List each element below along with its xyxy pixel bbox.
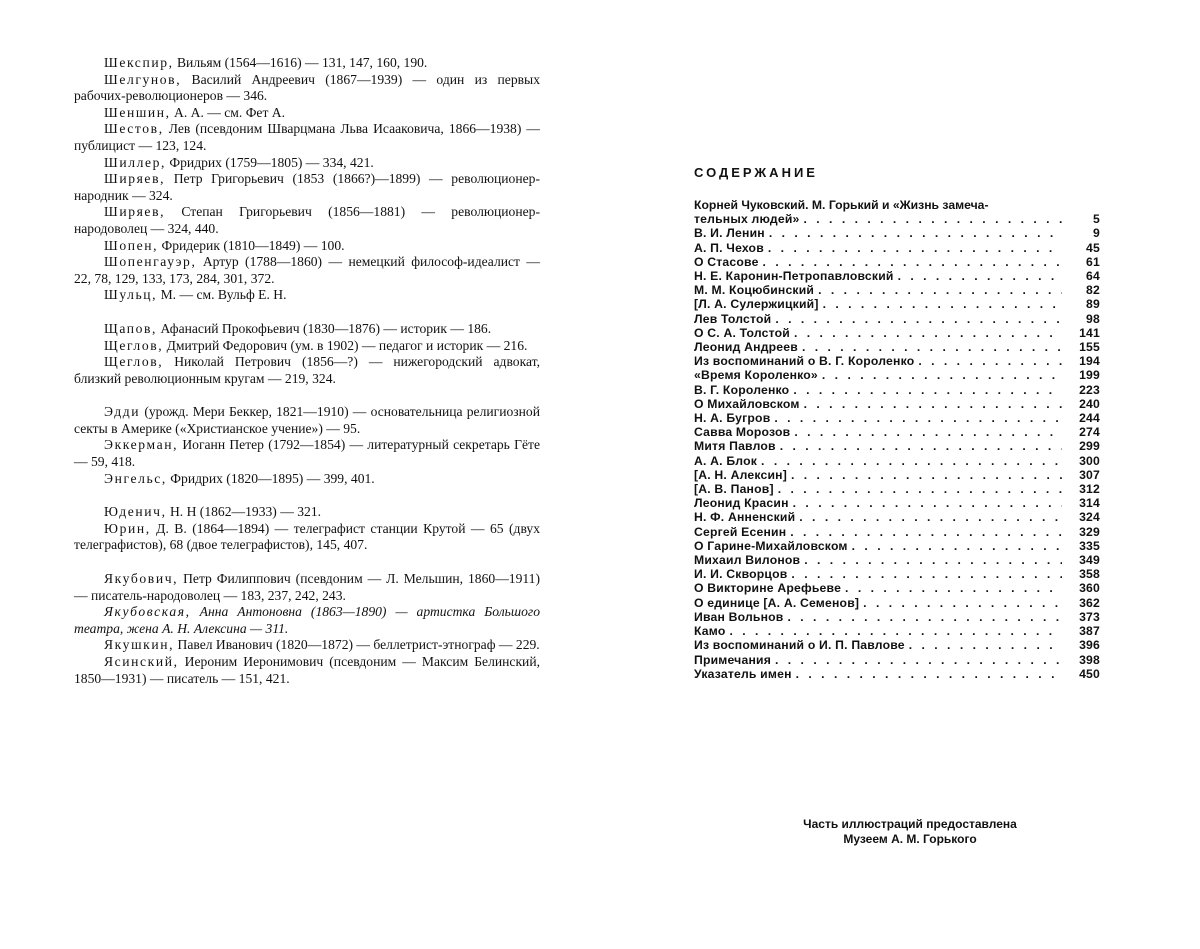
toc-leader-dots (918, 354, 1062, 368)
index-entry (74, 338, 540, 355)
toc-item-page: 450 (1079, 666, 1100, 681)
index-entry-text: Артур (1788—1860) — немецкий философ-идеалист — 22, 78, 129, 133, 173, 284, 301, 372. (74, 254, 540, 286)
toc-item-page: 98 (1086, 311, 1100, 326)
toc-item-page: 274 (1079, 425, 1100, 440)
toc-item[interactable] (694, 454, 1100, 468)
index-entry-name: Ясинский, (104, 654, 179, 669)
toc-item-page: 194 (1079, 354, 1100, 369)
toc-item-page: 307 (1079, 467, 1100, 482)
index-entry-text: Лев (псевдоним Шварцмана Льва Исааковича, 1866—1938) — публицист — 123, 124. (74, 121, 540, 153)
toc-item-title: О Михайловском (694, 396, 800, 411)
toc-leader-dots (863, 596, 1062, 610)
toc-item-title: тельных людей» (694, 212, 800, 227)
toc-leader-dots (802, 340, 1062, 354)
toc-leader-dots (804, 553, 1062, 567)
toc-item-page: 360 (1079, 581, 1100, 596)
toc-item[interactable] (694, 241, 1100, 255)
toc-item-page: 335 (1079, 538, 1100, 553)
toc-item-title: Примечания (694, 652, 772, 667)
index-entry-text: Петр Филиппович (псевдоним — Л. Мельшин, 1860—1911) — писатель-народоволец — 183, 237, 242, 243. (74, 571, 540, 603)
index-entry-text: Петр Григорьевич (1853 (1866?)—1899) — революционер-народник — 324. (74, 171, 540, 203)
toc-item[interactable] (694, 596, 1100, 610)
index-entry-text: Степан Григорьевич (1856—1881) — революционер-народоволец — 324, 440. (74, 204, 540, 236)
toc-item[interactable] (694, 326, 1100, 340)
toc-leader-dots (794, 326, 1062, 340)
index-entry-text: Дмитрий Федорович (ум. в 1902) — педагог и историк — 216. (163, 337, 528, 353)
toc-leader-dots (909, 638, 1062, 652)
index-entry (74, 321, 540, 338)
toc-item-page: 5 (1093, 212, 1100, 227)
toc-item[interactable] (694, 383, 1100, 397)
index-entry-name: Якубович, (104, 571, 179, 587)
toc-item-page: 314 (1079, 496, 1100, 511)
index-entry (74, 155, 540, 172)
index-entry-text: Николай Петрович (1856—?) — нижегородский адвокат, близкий революционным кругам — 219, 324. (74, 354, 540, 386)
toc-item-title: [А. Н. Алексин] (694, 467, 787, 482)
index-entry-text: Афанасий Прокофьевич (1830—1876) — историк — 186. (157, 320, 492, 336)
index-entry-text: Фридрих (1820—1895) — 399, 401. (166, 470, 375, 486)
toc-item-page: 199 (1079, 368, 1100, 383)
toc-leader-dots (791, 567, 1062, 581)
toc-item-title: «Время Короленко» (694, 368, 818, 383)
toc-item[interactable] (694, 610, 1100, 624)
toc-leader-dots (780, 439, 1062, 453)
index-entry-name: Шульц, (104, 287, 158, 303)
toc-leader-dots (790, 525, 1062, 539)
toc-item-page: 223 (1079, 382, 1100, 397)
index-entry-text: (урожд. Мери Беккер, 1821—1910) — основательница религиозной секты в Америке («Христианское учение») — 95. (74, 404, 540, 436)
table-of-contents (694, 165, 1100, 681)
toc-item-page: 240 (1079, 396, 1100, 411)
toc-item-title: Савва Морозов (694, 425, 791, 440)
index-entry (74, 504, 540, 521)
toc-item-title: [А. В. Панов] (694, 482, 774, 497)
index-entry-name: Шопен, (104, 237, 159, 253)
toc-list (694, 212, 1100, 681)
index-entry-name: Якушкин, (104, 637, 175, 653)
toc-leader-dots (804, 397, 1062, 411)
toc-item-page: 387 (1079, 624, 1100, 639)
toc-item[interactable] (694, 510, 1100, 524)
toc-item[interactable] (694, 525, 1100, 539)
toc-item-title: Из воспоминаний о И. П. Павлове (694, 638, 905, 653)
toc-item[interactable] (694, 624, 1100, 638)
toc-item[interactable] (694, 397, 1100, 411)
toc-item-page: 89 (1086, 297, 1100, 312)
index-entry (74, 354, 540, 387)
toc-item[interactable] (694, 255, 1100, 269)
index-entry-name: Эккерман, (104, 437, 179, 453)
index-entry-text: Василий Андреевич (1867—1939) — один из первых рабочих-революционеров — 346. (74, 71, 540, 104)
index-entry-name: Ширяев, (104, 204, 166, 220)
toc-leader-dots (898, 269, 1062, 283)
toc-item[interactable] (694, 482, 1100, 496)
index-entry-name: Щеглов, (104, 337, 164, 353)
toc-item-title: О Стасове (694, 254, 759, 269)
toc-item[interactable] (694, 581, 1100, 595)
index-entry-text: Фридрих (1759—1805) — 334, 421. (165, 154, 374, 170)
toc-item-title: М. М. Коцюбинский (694, 283, 815, 298)
index-entry-text: Иероним Иеронимович (псевдоним — Максим Белинский, 1850—1931) — писатель — 151, 421. (74, 654, 540, 686)
name-index-page (74, 55, 540, 704)
index-entry (74, 55, 540, 72)
index-entry-name: Шестов, (104, 121, 164, 137)
toc-item-title: В. И. Ленин (694, 226, 765, 241)
toc-item-page: 362 (1079, 595, 1100, 610)
toc-leader-dots (729, 624, 1062, 638)
toc-leader-dots (793, 496, 1062, 510)
toc-item-title: Камо (694, 624, 726, 639)
index-group (74, 321, 540, 387)
index-entry (74, 637, 540, 654)
toc-leader-dots (768, 241, 1062, 255)
toc-item-title: О Викторине Арефьеве (694, 581, 842, 596)
toc-leader-dots (796, 667, 1062, 681)
toc-leader-dots (818, 283, 1062, 297)
toc-item[interactable] (694, 539, 1100, 553)
toc-item-title: В. Г. Короленко (694, 382, 790, 397)
index-entry (74, 105, 540, 122)
toc-item-title: Н. А. Бугров (694, 411, 771, 426)
toc-leader-dots (794, 425, 1062, 439)
toc-leader-dots (823, 297, 1062, 311)
toc-item-title: О Гарине-Михайловском (694, 538, 848, 553)
index-entry-name: Юрин, (104, 520, 151, 536)
toc-leader-dots (852, 539, 1062, 553)
toc-item[interactable] (694, 340, 1100, 354)
toc-leader-dots (799, 510, 1062, 524)
credit-line-2: Музеем А. М. Горького (843, 831, 977, 846)
toc-item[interactable] (694, 354, 1100, 368)
toc-item[interactable] (694, 468, 1100, 482)
index-entry (74, 404, 540, 437)
toc-item-title: Митя Павлов (694, 439, 776, 454)
toc-item-page: 299 (1079, 439, 1100, 454)
toc-item[interactable] (694, 439, 1100, 453)
toc-item[interactable] (694, 312, 1100, 326)
toc-item-title: И. И. Скворцов (694, 567, 788, 582)
index-entry-text: Д. В. (1864—1894) — телеграфист станции Крутой — 65 (двух телеграфистов), 68 (двое телеграфистов), 145, 407. (74, 520, 540, 553)
toc-item-title: Михаил Вилонов (694, 553, 801, 568)
index-entry-name: Энгельс, (104, 470, 167, 486)
toc-leader-dots (774, 411, 1062, 425)
index-entry-name: Щеглов, (104, 354, 164, 370)
toc-item-title: О С. А. Толстой (694, 325, 790, 340)
toc-item-title: Из воспоминаний о В. Г. Короленко (694, 354, 915, 369)
index-entry-text: Фридерик (1810—1849) — 100. (158, 237, 345, 253)
toc-item-page: 45 (1086, 240, 1100, 255)
index-entry-name: Якубовская, (104, 604, 191, 620)
toc-item[interactable] (694, 212, 1100, 226)
toc-item[interactable] (694, 283, 1100, 297)
toc-leader-dots (845, 581, 1062, 595)
index-entry (74, 254, 540, 287)
toc-item-title: Указатель имен (694, 666, 792, 681)
index-entry-text: М. — см. Вульф Е. Н. (157, 287, 287, 303)
index-entry-text: Вильям (1564—1616) — 131, 147, 160, 190. (173, 55, 428, 70)
index-entry (74, 287, 540, 304)
toc-leader-dots (761, 454, 1062, 468)
toc-item-title: Иван Вольнов (694, 609, 784, 624)
index-entry-name: Эдди (104, 404, 141, 420)
index-entry-text: Иоганн Петер (1792—1854) — литературный секретарь Гёте — 59, 418. (74, 437, 540, 470)
toc-leader-dots (775, 653, 1062, 667)
index-entry (74, 571, 540, 604)
index-entry-text: Павел Иванович (1820—1872) — беллетрист-этнограф — 229. (174, 637, 540, 653)
index-entry (74, 238, 540, 255)
toc-item-page: 64 (1086, 269, 1100, 284)
toc-item-page: 396 (1079, 638, 1100, 653)
index-entry (74, 521, 540, 554)
toc-leader-dots (763, 255, 1062, 269)
index-entry-name: Юденич, (104, 504, 167, 520)
toc-first-line: Корней Чуковский. М. Горький и «Жизнь замеча- (694, 198, 989, 212)
toc-item-title: Лев Толстой (694, 311, 772, 326)
toc-item-page: 244 (1079, 411, 1100, 426)
toc-leader-dots (775, 312, 1062, 326)
index-entry (74, 171, 540, 204)
toc-item-title: А. П. Чехов (694, 240, 764, 255)
toc-item-title: О единице [А. А. Семенов] (694, 595, 860, 610)
toc-leader-dots (769, 226, 1062, 240)
toc-item-title: А. А. Блок (694, 453, 758, 468)
toc-item-page: 349 (1079, 553, 1100, 568)
toc-leader-dots (791, 468, 1062, 482)
toc-item[interactable] (694, 368, 1100, 382)
toc-item[interactable] (694, 269, 1100, 283)
illustration-credit (760, 817, 1060, 846)
toc-item-page: 312 (1079, 482, 1100, 497)
index-entry-text: Анна Антоновна (1863—1890) — артистка Большого театра, жена А. Н. Алексина — 311. (74, 604, 540, 636)
toc-item[interactable] (694, 653, 1100, 667)
toc-item-page: 141 (1079, 325, 1100, 340)
toc-leader-dots (778, 482, 1062, 496)
toc-item-title: Н. Е. Каронин-Петропавловский (694, 269, 894, 284)
index-group (74, 404, 540, 487)
index-entry (74, 437, 540, 470)
toc-item-page: 373 (1079, 609, 1100, 624)
toc-item-title: Сергей Есенин (694, 524, 787, 539)
toc-item-page: 358 (1079, 567, 1100, 582)
index-entry (74, 72, 540, 105)
index-entry-text: А. А. — см. Фет А. (170, 104, 286, 120)
toc-item-page: 300 (1079, 453, 1100, 468)
index-entry-name: Ширяев, (104, 171, 166, 187)
toc-item[interactable] (694, 496, 1100, 510)
toc-item[interactable] (694, 567, 1100, 581)
toc-leader-dots (788, 610, 1063, 624)
index-entry-name: Шиллер, (104, 154, 166, 170)
toc-item-page: 61 (1086, 254, 1100, 269)
toc-item[interactable] (694, 226, 1100, 240)
toc-item-page: 9 (1093, 226, 1100, 241)
toc-item[interactable] (694, 638, 1100, 652)
index-entry (74, 471, 540, 488)
toc-item-page: 324 (1079, 510, 1100, 525)
toc-leader-dots (793, 383, 1062, 397)
index-entry-name: Шопенгауэр, (104, 254, 197, 270)
toc-item-page: 398 (1079, 652, 1100, 667)
toc-item[interactable] (694, 411, 1100, 425)
toc-leader-dots (822, 368, 1062, 382)
credit-line-1: Часть иллюстраций предоставлена (803, 817, 1017, 831)
toc-leader-dots (804, 212, 1063, 226)
index-group (74, 504, 540, 554)
index-entry (74, 654, 540, 687)
index-entry (74, 604, 540, 637)
toc-item-title: Леонид Красин (694, 496, 789, 511)
index-entry-name: Шелгунов, (104, 71, 182, 87)
toc-item-title: Леонид Андреев (694, 340, 798, 355)
index-entry-name: Щапов, (104, 320, 158, 336)
toc-item[interactable] (694, 297, 1100, 311)
toc-item[interactable] (694, 667, 1100, 681)
toc-item-title: [Л. А. Сулержицкий] (694, 297, 819, 312)
toc-item-title: Н. Ф. Анненский (694, 510, 796, 525)
index-group (74, 55, 540, 304)
index-entry-name: Шеншин, (104, 104, 171, 120)
toc-item[interactable] (694, 425, 1100, 439)
index-entry (74, 121, 540, 154)
index-entry-text: Н. Н (1862—1933) — 321. (166, 504, 322, 520)
toc-heading: СОДЕРЖАНИЕ (694, 165, 818, 180)
toc-item-page: 329 (1079, 524, 1100, 539)
toc-item-page: 155 (1079, 340, 1100, 355)
index-entry-name: Шекспир, (104, 55, 174, 70)
index-group (74, 571, 540, 687)
index-entry (74, 204, 540, 237)
toc-item[interactable] (694, 553, 1100, 567)
toc-item-page: 82 (1086, 283, 1100, 298)
